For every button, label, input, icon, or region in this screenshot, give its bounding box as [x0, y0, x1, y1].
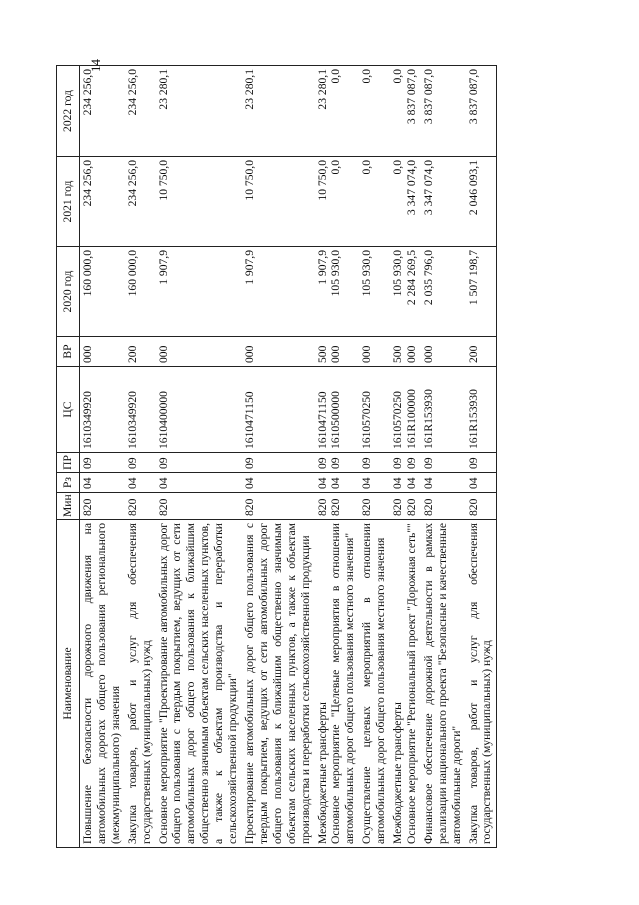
cell-min: 820	[421, 493, 466, 520]
table-row	[80, 66, 125, 848]
cell-min: 820	[359, 493, 390, 520]
cell-2020: 1 907,9	[156, 247, 242, 337]
cell-pr-line: 09	[329, 457, 343, 469]
cell-rz-line: 04	[329, 477, 343, 489]
cell-pr: 09	[242, 453, 315, 473]
header-cs: ЦС	[57, 367, 80, 453]
cell-2022: 234 256,0	[125, 66, 156, 157]
cell-2022-line: 3 837 087,0	[404, 69, 418, 125]
cell-rz: 04	[359, 473, 390, 493]
cell-vr	[315, 337, 360, 367]
cell-rz-line: 04	[315, 477, 329, 489]
cell-vr	[390, 337, 421, 367]
cell-2021: 10 750,0	[156, 157, 242, 247]
cell-vr: 000	[80, 337, 125, 367]
cell-2021-line: 10 750,0	[315, 160, 329, 201]
cell-name: Финансовое обеспечение дорожной деятельности в рамках реализации национального проекта "Безопасные и качественные автомобильные дороги"	[421, 520, 466, 848]
cell-rz: 04	[242, 473, 315, 493]
cell-2021: 2 046 093,1	[466, 157, 497, 247]
budget-table	[56, 65, 497, 848]
cell-pr	[315, 453, 360, 473]
cell-pr: 09	[359, 453, 390, 473]
cell-2021-line: 0,0	[329, 160, 343, 175]
table-row	[466, 66, 497, 848]
header-2022: 2022 год	[57, 66, 80, 157]
cell-min: 820	[466, 493, 497, 520]
cell-vr: 200	[466, 337, 497, 367]
header-pr: ПР	[57, 453, 80, 473]
header-min: Мин	[57, 493, 80, 520]
cell-vr: 000	[242, 337, 315, 367]
cell-2020: 160 000,0	[80, 247, 125, 337]
header-vr: ВР	[57, 337, 80, 367]
cell-pr-line: 09	[404, 457, 418, 469]
cell-2020: 105 930,0	[359, 247, 390, 337]
table-row	[421, 66, 466, 848]
cell-2021: 234 256,0	[125, 157, 156, 247]
cell-2020-line: 105 930,0	[391, 250, 405, 297]
cell-name: Осуществление целевых мероприятий в отношении автомобильных дорог общего пользования местного значения	[359, 520, 390, 848]
cell-2022-line: 23 280,1	[315, 69, 329, 110]
cell-cs: 1610570250	[359, 367, 390, 453]
cell-cs: 161R153930	[421, 367, 466, 453]
cell-2022	[390, 66, 421, 157]
cell-cs-line: 1610471150	[315, 391, 329, 449]
cell-2022: 3 837 087,0	[466, 66, 497, 157]
cell-cs-line: 1610570250	[391, 391, 405, 449]
cell-2020-line: 105 930,0	[329, 250, 343, 297]
table-row	[390, 66, 421, 848]
cell-rz: 04	[156, 473, 242, 493]
cell-cs: 1610400000	[156, 367, 242, 453]
cell-pr-line: 09	[391, 457, 405, 469]
cell-2020	[390, 247, 421, 337]
cell-2020	[315, 247, 360, 337]
cell-rz-line: 04	[391, 477, 405, 489]
cell-cs: 1610349920	[125, 367, 156, 453]
cell-2022: 0,0	[359, 66, 390, 157]
cell-min	[315, 493, 360, 520]
header-2020: 2020 год	[57, 247, 80, 337]
cell-2021	[315, 157, 360, 247]
header-name: Наименование	[57, 520, 80, 848]
document-sheet	[56, 66, 583, 848]
cell-name: Закупка товаров, работ и услуг для обеспечения государственных (муниципальных) нужд	[125, 520, 156, 848]
table-row	[125, 66, 156, 848]
cell-min	[390, 493, 421, 520]
cell-2022: 3 837 087,0	[421, 66, 466, 157]
cell-cs: 161R153930	[466, 367, 497, 453]
cell-cs: 1610349920	[80, 367, 125, 453]
cell-vr-line: 000	[404, 345, 418, 363]
cell-pr: 09	[125, 453, 156, 473]
cell-rz: 04	[421, 473, 466, 493]
cell-2020: 160 000,0	[125, 247, 156, 337]
cell-cs	[390, 367, 421, 453]
cell-2021-line: 3 347 074,0	[404, 160, 418, 216]
cell-pr	[390, 453, 421, 473]
cell-2020: 1 507 198,7	[466, 247, 497, 337]
cell-2021: 3 347 074,0	[421, 157, 466, 247]
cell-name: Закупка товаров, работ и услуг для обеспечения государственных (муниципальных) нужд	[466, 520, 497, 848]
cell-cs: 1610471150	[242, 367, 315, 453]
cell-cs-line: 1610500000	[329, 391, 343, 449]
cell-2022-line: 0,0	[391, 69, 405, 84]
cell-vr: 000	[421, 337, 466, 367]
cell-cs	[315, 367, 360, 453]
cell-rz: 04	[466, 473, 497, 493]
header-2021: 2021 год	[57, 157, 80, 247]
cell-name: Проектирование автомобильных дорог общего пользования с твердым покрытием, ведущих от сети автомобильных дорог общего пользования к ближайшим общественно значимым объектам сельских населенных пунктов, а также к объектам производства и переработки сельскохозяйственной продукции	[242, 520, 315, 848]
cell-rz: 04	[80, 473, 125, 493]
cell-2021	[390, 157, 421, 247]
cell-min: 820	[80, 493, 125, 520]
cell-name-line: Основное мероприятие "Региональный проект "Дорожная сеть""	[404, 523, 418, 844]
cell-min: 820	[125, 493, 156, 520]
table-row	[315, 66, 360, 848]
cell-2021-line: 0,0	[391, 160, 405, 175]
cell-2022	[315, 66, 360, 157]
cell-2022: 23 280,1	[242, 66, 315, 157]
cell-min: 820	[156, 493, 242, 520]
page-number: 14	[88, 59, 103, 72]
cell-pr-line: 09	[315, 457, 329, 469]
cell-vr-line: 500	[315, 345, 329, 363]
cell-min-line: 820	[315, 498, 329, 516]
cell-vr: 200	[125, 337, 156, 367]
cell-min-line: 820	[391, 498, 405, 516]
cell-2020: 1 907,9	[242, 247, 315, 337]
cell-rz	[390, 473, 421, 493]
cell-name	[390, 520, 421, 848]
cell-vr-line: 000	[329, 345, 343, 363]
cell-2020-line: 2 284 269,5	[404, 250, 418, 306]
cell-rz	[315, 473, 360, 493]
cell-vr: 000	[156, 337, 242, 367]
cell-name: Основное мероприятие "Проектирование автомобильных дорог общего пользования с твердым покрытием, ведущих от сети автомобильных дорог общего пользования к ближайшим общественно значимым объектам сельских населенных пунктов, а также к объектам производства и переработки сельскохозяйственной продукции"	[156, 520, 242, 848]
cell-name-line: Межбюджетные трансферты	[315, 702, 329, 844]
cell-cs-line: 161R100000	[404, 389, 418, 449]
cell-min: 820	[242, 493, 315, 520]
cell-min-line: 820	[404, 498, 418, 516]
table-header-row	[57, 66, 80, 848]
cell-pr: 09	[466, 453, 497, 473]
cell-rz-line: 04	[404, 477, 418, 489]
cell-2022-line: 0,0	[329, 69, 343, 84]
cell-rz: 04	[125, 473, 156, 493]
cell-min-line: 820	[329, 498, 343, 516]
cell-2022: 234 256,0	[80, 66, 125, 157]
cell-name-line: Межбюджетные трансферты	[391, 702, 405, 844]
cell-2021: 234 256,0	[80, 157, 125, 247]
table-row	[242, 66, 315, 848]
table-row	[359, 66, 390, 848]
cell-vr: 000	[359, 337, 390, 367]
cell-vr-line: 500	[391, 345, 405, 363]
cell-2020-line: 1 907,9	[315, 250, 329, 285]
cell-name-line: Основное мероприятие "Целевые мероприятия в отношении автомобильных дорог общего пользования местного значения"	[329, 523, 357, 844]
table-row	[156, 66, 242, 848]
cell-2022: 23 280,1	[156, 66, 242, 157]
cell-2020: 2 035 796,0	[421, 247, 466, 337]
cell-pr: 09	[421, 453, 466, 473]
cell-2021: 10 750,0	[242, 157, 315, 247]
header-rz: Рз	[57, 473, 80, 493]
cell-pr: 09	[156, 453, 242, 473]
cell-pr: 09	[80, 453, 125, 473]
cell-name: Повышение безопасности дорожного движения на автомобильных дорогах общего пользования регионального (межмуниципального) значения	[80, 520, 125, 848]
cell-2021: 0,0	[359, 157, 390, 247]
cell-name	[315, 520, 360, 848]
